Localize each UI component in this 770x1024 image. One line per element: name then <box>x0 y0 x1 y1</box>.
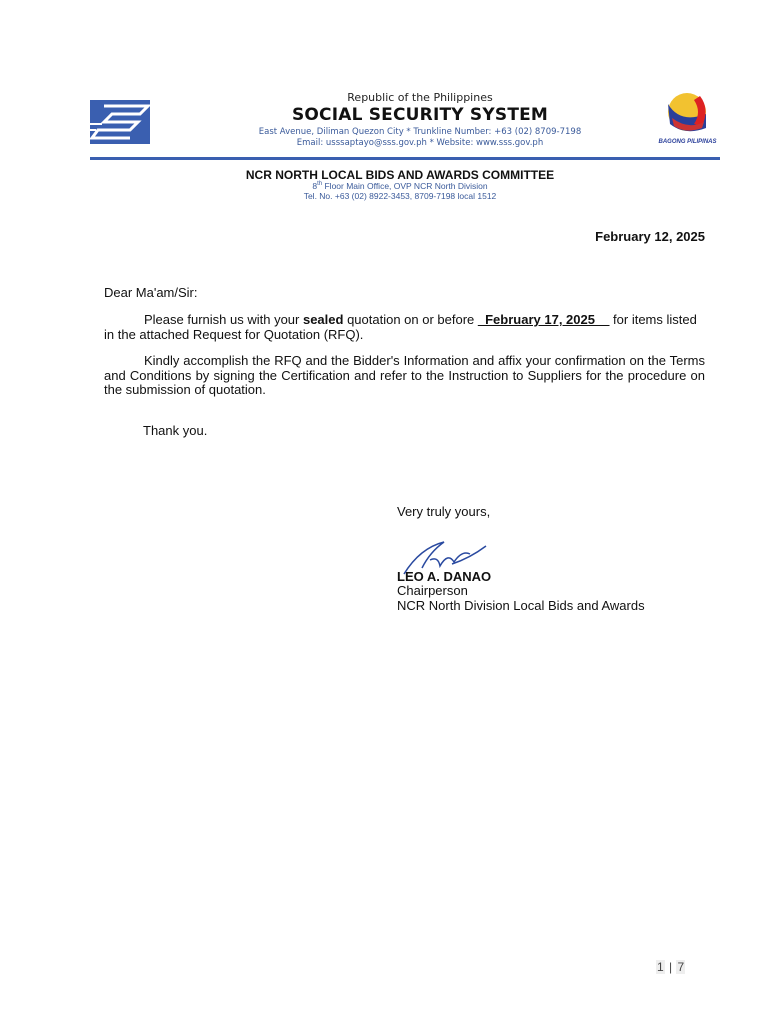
page-separator: | <box>665 960 676 974</box>
page-number <box>656 960 685 974</box>
paragraph-2: Kindly accomplish the RFQ and the Bidder's Information and affix your confirmation on the Terms and Conditions by signing the Certification and refer to the Instruction to Suppliers for the procedure on the submission of quotation. <box>104 353 705 397</box>
signatory-name: LEO A. DANAO <box>397 569 492 584</box>
paragraph-1 <box>104 313 705 342</box>
signatory-division: NCR North Division Local Bids and Awards <box>397 598 645 613</box>
committee-tel: Tel. No. +63 (02) 8922-3453, 8709-7198 local 1512 <box>303 191 497 201</box>
letter-date: February 12, 2025 <box>595 229 705 244</box>
floor-number: 8 <box>312 181 318 191</box>
greeting: Dear Ma'am/Sir: <box>104 285 198 300</box>
bagong-pilipinas-text: BAGONG PILIPINAS <box>658 139 717 145</box>
address-line: East Avenue, Diliman Quezon City * Trunkline Number: +63 (02) 8709-7198 <box>258 127 582 137</box>
p1-text-a: Please furnish us with your <box>144 312 303 327</box>
p1-sealed: sealed <box>302 312 344 327</box>
closing: Very truly yours, <box>397 504 491 519</box>
p1-text-b: quotation on or before <box>343 312 478 327</box>
floor-text: Floor Main Office, OVP NCR North Division <box>322 181 488 191</box>
signatory-title: Chairperson <box>397 583 468 598</box>
republic-line: Republic of the Philippines <box>347 91 493 104</box>
deadline-date: _February 17, 2025__ <box>477 312 610 327</box>
thanks: Thank you. <box>143 423 208 438</box>
header-divider <box>90 157 720 160</box>
committee-title: NCR NORTH LOCAL BIDS AND AWARDS COMMITTEE <box>245 168 555 182</box>
floor-suffix: th <box>317 181 323 188</box>
bagong-pilipinas-emblem <box>650 84 725 134</box>
contact-line: Email: usssaptayo@sss.gov.ph * Website: www.sss.gov.ph <box>296 138 544 148</box>
sss-logo <box>90 100 150 144</box>
current-page: 1 <box>657 960 664 974</box>
bagong-pilipinas-logo <box>650 84 725 146</box>
agency-name: SOCIAL SECURITY SYSTEM <box>291 105 549 125</box>
p1-text-c: for items listed in the attached Request for Quotation (RFQ). <box>104 312 697 342</box>
total-pages: 7 <box>677 960 685 974</box>
committee-address <box>100 181 700 191</box>
